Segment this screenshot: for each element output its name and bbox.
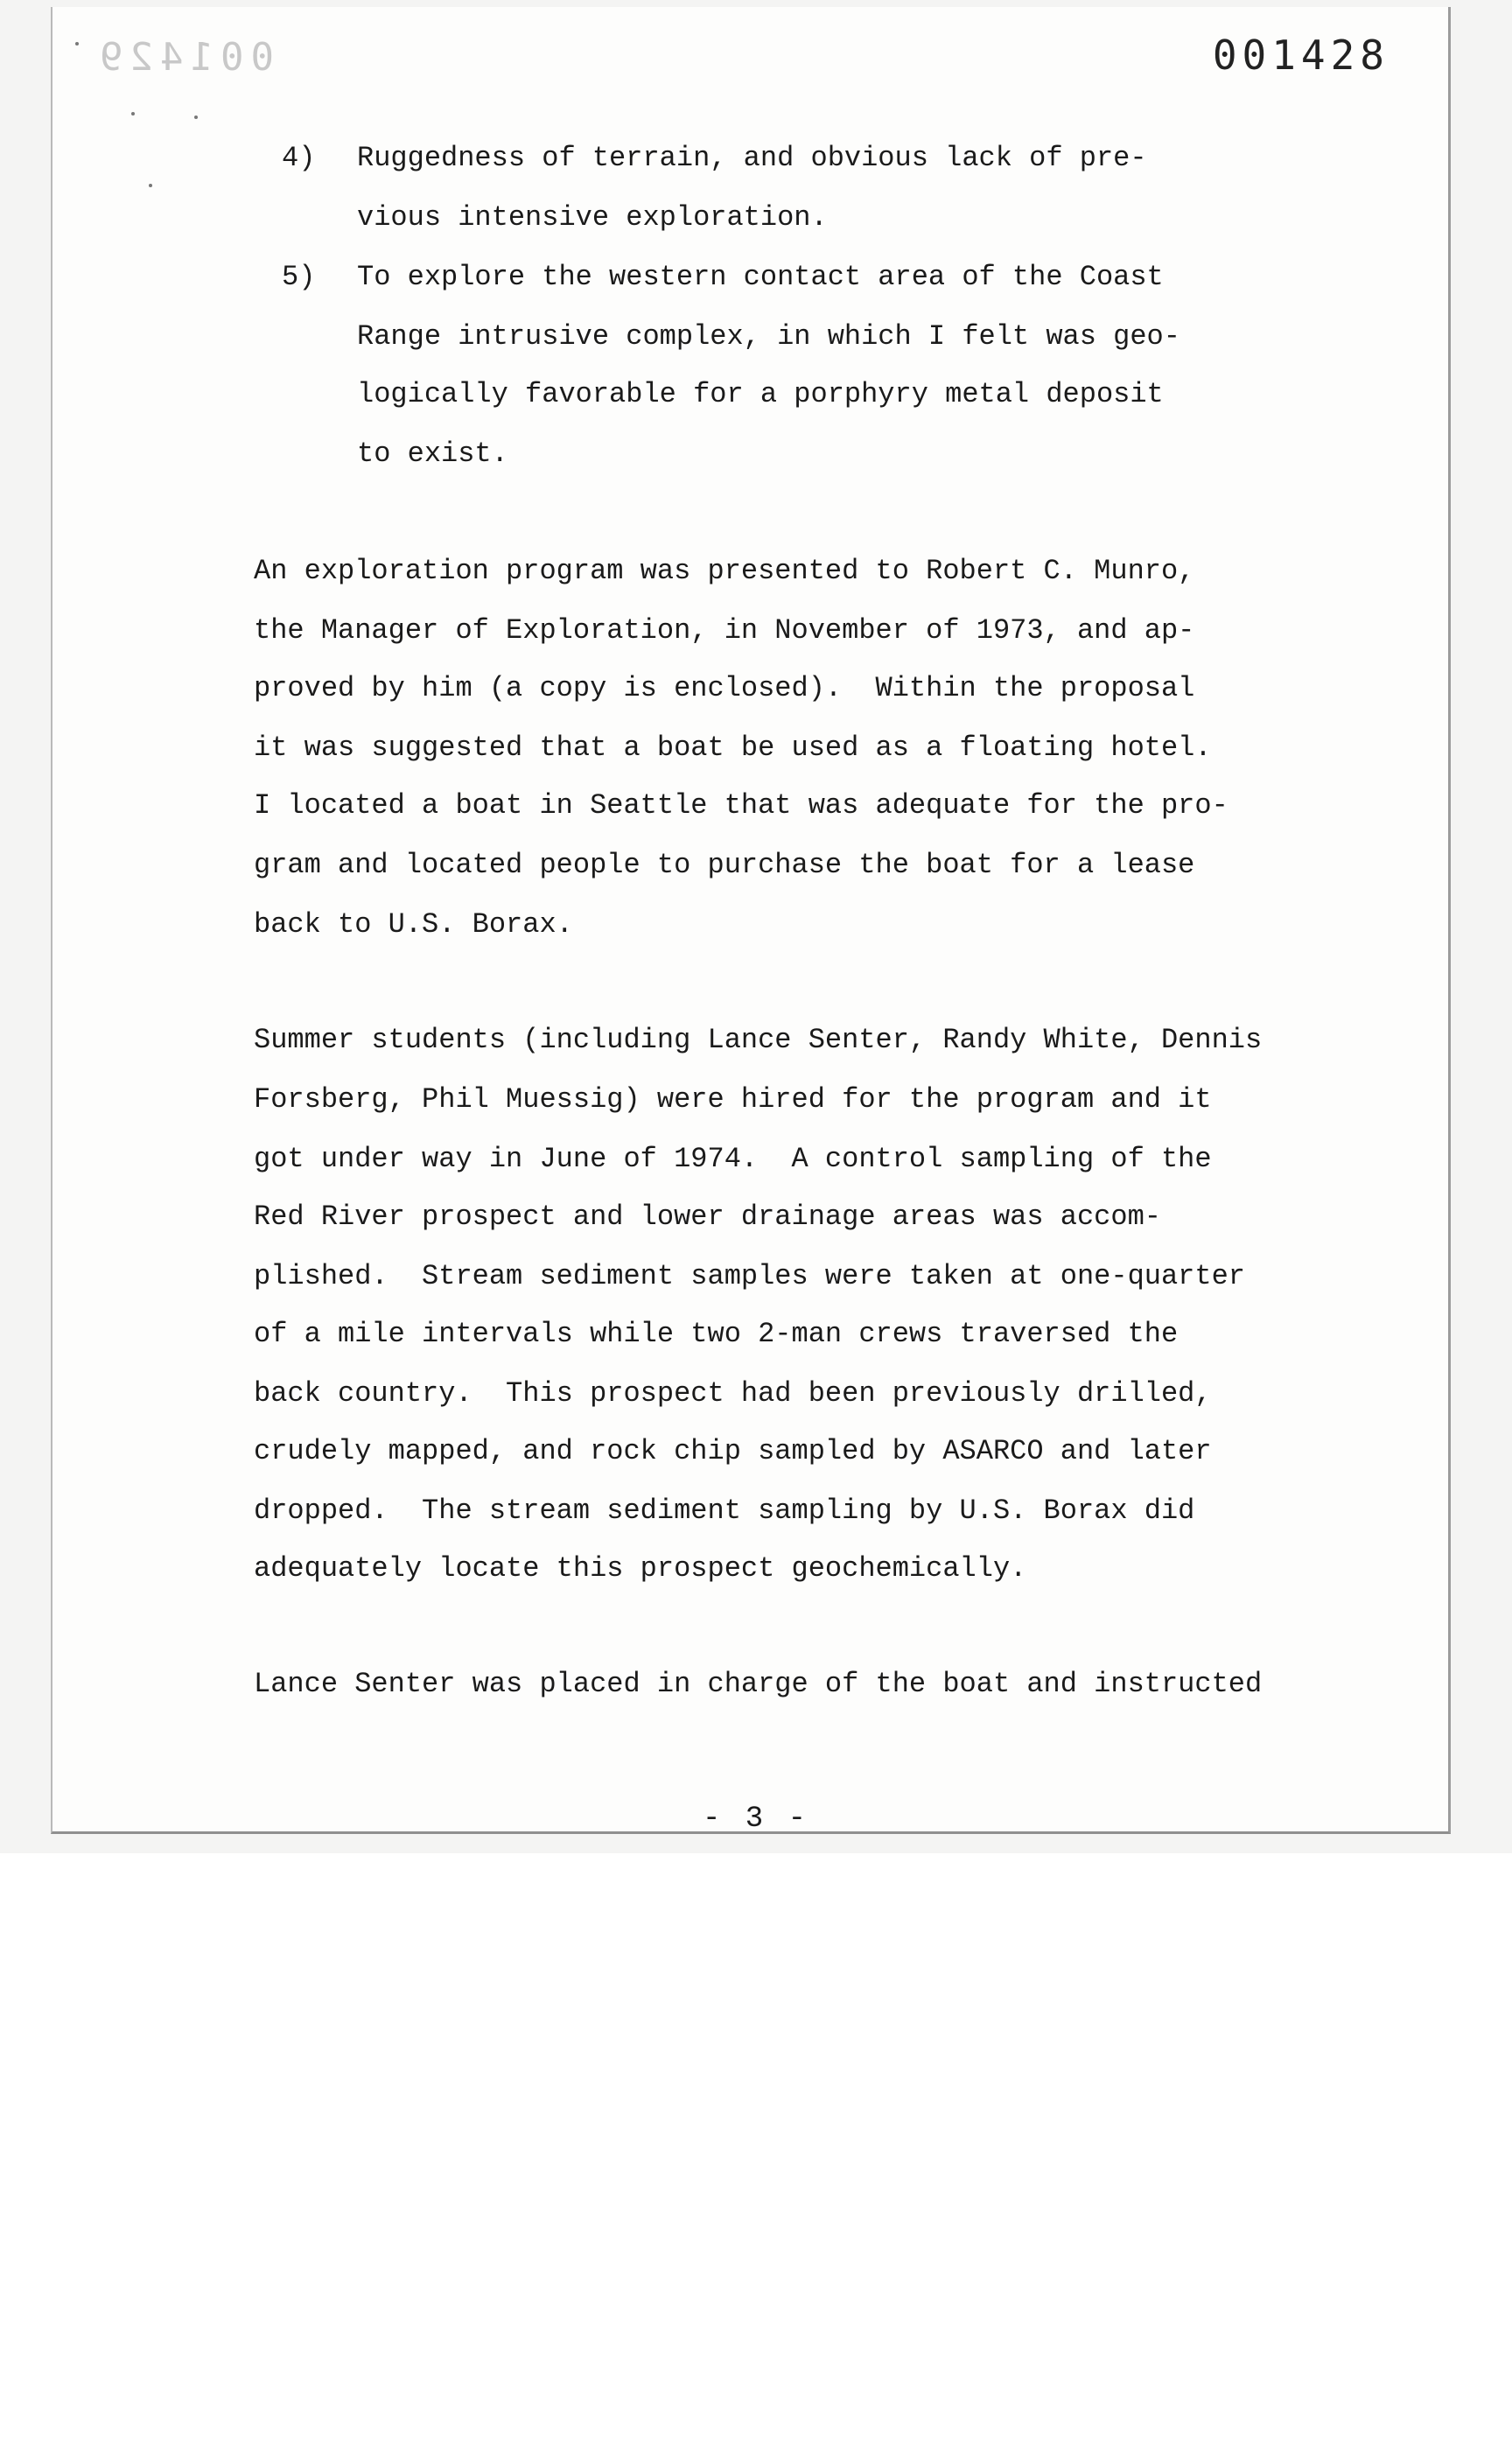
paragraph-line: Red River prospect and lower drainage areas was accom- xyxy=(254,1200,1161,1233)
scan-speck xyxy=(194,116,198,119)
paragraph-line: I located a boat in Seattle that was adequate for the pro- xyxy=(254,789,1228,822)
paragraph-line: Lance Senter was placed in charge of the boat and instructed xyxy=(254,1668,1263,1700)
list-item-line: vious intensive exploration. xyxy=(357,201,828,234)
scan-speck xyxy=(131,112,135,116)
list-item-line: Range intrusive complex, in which I felt was geo- xyxy=(357,320,1180,353)
page-number: - 3 - xyxy=(702,1802,810,1836)
paragraph-line: Forsberg, Phil Muessig) were hired for the program and it xyxy=(254,1083,1212,1116)
paragraph-line: of a mile intervals while two 2-man crews traversed the xyxy=(254,1318,1179,1350)
paragraph-line: crudely mapped, and rock chip sampled by ASARCO and later xyxy=(254,1435,1212,1467)
paragraph-line: dropped. The stream sediment sampling by U.S. Borax did xyxy=(254,1494,1195,1527)
scan-speck xyxy=(75,42,79,46)
paragraph-line: got under way in June of 1974. A control sampling of the xyxy=(254,1143,1212,1175)
paragraph-line: plished. Stream sediment samples were taken at one-quarter xyxy=(254,1260,1245,1292)
paragraph-line: gram and located people to purchase the boat for a lease xyxy=(254,849,1195,881)
list-item-marker: 4) xyxy=(282,142,316,174)
paragraph-line: An exploration program was presented to Robert C. Munro, xyxy=(254,555,1195,587)
paragraph-line: adequately locate this prospect geochemically. xyxy=(254,1552,1027,1585)
paragraph-line: the Manager of Exploration, in November of 1973, and ap- xyxy=(254,614,1195,647)
list-item-line: logically favorable for a porphyry metal deposit xyxy=(357,378,1164,410)
bleed-through-document-number: 001429 xyxy=(93,35,274,80)
paragraph-line: Summer students (including Lance Senter, Randy White, Dennis xyxy=(254,1024,1263,1056)
paragraph-line: it was suggested that a boat be used as a floating hotel. xyxy=(254,732,1212,764)
scan-speck xyxy=(149,184,152,187)
document-number: 001428 xyxy=(1212,32,1390,79)
list-item-line: To explore the western contact area of the Coast xyxy=(357,261,1164,293)
list-item-line: to exist. xyxy=(357,438,508,470)
list-item-marker: 5) xyxy=(282,261,316,293)
list-item-line: Ruggedness of terrain, and obvious lack of pre- xyxy=(357,142,1147,174)
paragraph-line: back country. This prospect had been previously drilled, xyxy=(254,1377,1212,1410)
paragraph-line: back to U.S. Borax. xyxy=(254,908,573,941)
paragraph-line: proved by him (a copy is enclosed). Within the proposal xyxy=(254,672,1195,704)
